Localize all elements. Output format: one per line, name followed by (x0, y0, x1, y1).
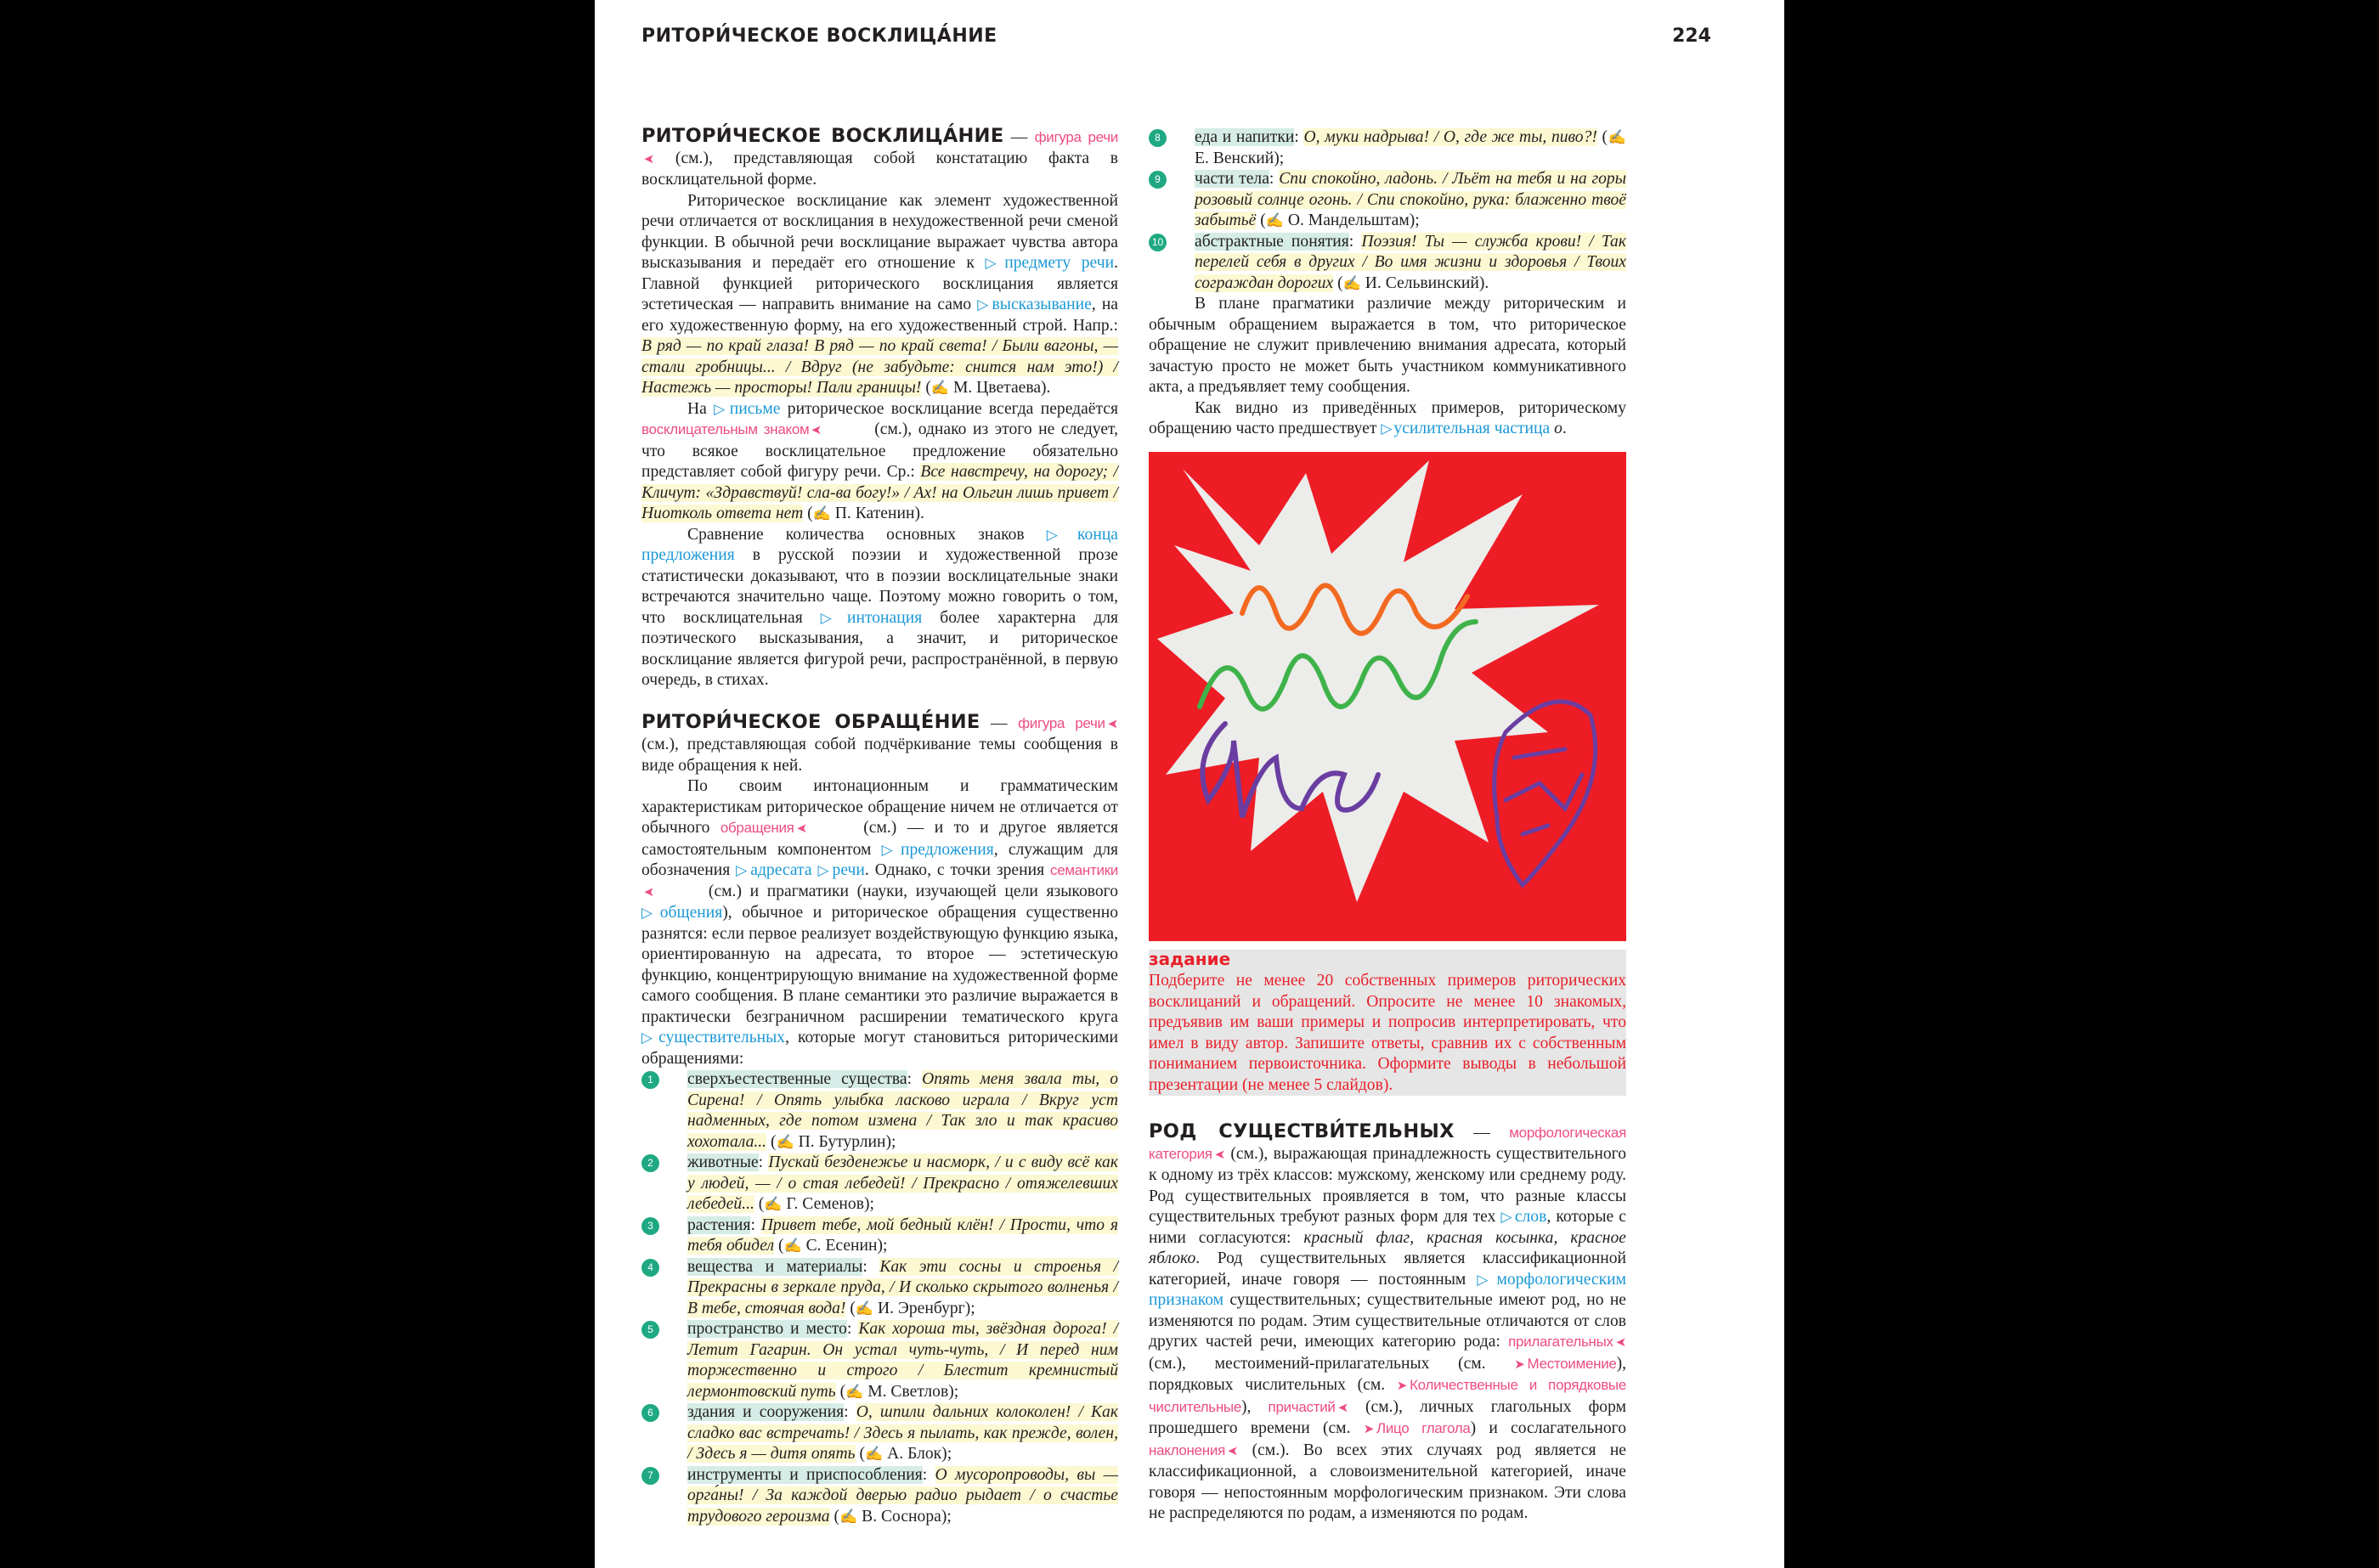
category-label: сверхъестественные существа (687, 1070, 907, 1088)
running-header: РИТОРИ́ЧЕСКОЕ ВОСКЛИЦА́НИЕ (641, 25, 997, 47)
punctuation: ); (964, 1299, 975, 1317)
italic-example: красный флаг, красная косынка, красное яблоко (1149, 1228, 1626, 1267)
cross-reference-label: речи (832, 861, 865, 879)
example-item: 1 сверхъестественные существа: Опять меня звала ты, о Сирена! / Опять улыбка ласково играла / Вкруг уст надменных, где потом измена / Так зло и так красиво хохотала... (✍ П. Бутурлин); (641, 1069, 1118, 1153)
cross-reference-link[interactable] (882, 841, 994, 859)
arrow-left-icon: ➤ (1214, 1147, 1225, 1162)
example-item: 9 части тела: Спи спокойно, ладонь. / Льёт на тебя и на горы розовый солнце огонь. / Спи спокойно, рука: блаженно твоё забытьё (✍ О. Мандельштам); (1149, 169, 1626, 232)
triangle-right-icon: ▷ (1381, 420, 1393, 437)
text-run: ( (803, 505, 813, 522)
number-badge: 8 (1149, 129, 1167, 147)
term-label: морфологическая категория (1149, 1125, 1626, 1162)
cross-reference-link[interactable] (985, 254, 1114, 272)
author-name: М. Цветаева (952, 379, 1042, 397)
quotation: Пускай безденежье и насморк, / и с виду всё как у людей, — / о стая лебедей! / Прекрасно / отяжелевших лебедей... (687, 1153, 1118, 1213)
quotation: О, шпили дальних колоколен! / Как сладко вас встречать! / Здесь я пылать, как прежде, волен, / Здесь я — дитя опять (687, 1403, 1119, 1463)
arrow-right-icon: ➤ (1363, 1422, 1374, 1436)
cross-reference-link[interactable] (817, 861, 864, 879)
number-badge: 4 (641, 1259, 659, 1277)
number-badge: 7 (641, 1467, 659, 1485)
category-label: пространство и место (687, 1320, 847, 1338)
pen-icon: ✍ (839, 1508, 858, 1525)
number-badge: 2 (641, 1154, 659, 1172)
triangle-right-icon: ▷ (641, 905, 658, 921)
cross-reference-label: общения (659, 904, 723, 922)
term-link[interactable] (1508, 1334, 1626, 1350)
headword: РИТОРИ́ЧЕСКОЕ ОБРАЩЕ́НИЕ (641, 710, 980, 733)
arrow-left-icon: ➤ (644, 151, 655, 166)
paragraph (641, 191, 1118, 399)
cross-reference-label: предложения (900, 840, 994, 859)
paragraph (641, 776, 1118, 1069)
entry-body (1149, 1121, 1626, 1525)
category-label: еда и напитки (1195, 128, 1295, 146)
triangle-right-icon: ▷ (820, 609, 845, 626)
example-item: 7 инструменты и приспособления: О мусоропроводы, вы — орга́ны! / За каждой дверью радио рыдает / о счастье трудового героизма (✍ В. Соснора); (641, 1465, 1118, 1528)
triangle-right-icon: ▷ (1477, 1271, 1495, 1288)
text-run: (см.) и прагматики (науки, изучающей цели языкового (700, 882, 1118, 900)
author-name: Е. Венский (1195, 149, 1274, 167)
task-text: Подберите не менее 20 собственных примеров риторических восклицаний и обращений. Опросите не менее 10 знакомых, предъявив им ваши примеры и попросив интерпретировать, что имел в виду автор. Запишите ответы, сравнив их с собственным пониманием первоисточника. Оформите выводы в небольшой презентации (не менее 5 слайдов). (1149, 971, 1626, 1096)
term-label: прилагательных (1508, 1334, 1613, 1350)
text-run: (см.), представляющая собой констатацию факта в восклицательной форме. (641, 149, 1118, 189)
number-badge: 6 (641, 1404, 659, 1422)
cross-reference-link[interactable] (736, 861, 811, 879)
right-column (1149, 127, 1626, 1545)
author-name: П. Бутурлин (798, 1132, 886, 1151)
example-item: 5 пространство и место: Как хороша ты, звёздная дорога! / Летит Гагарин. Он устал чуть-чуть, / И перед ним торжественно и строго / Блестит кремнистый лермонтовский путь (✍ М. Светлов); (641, 1319, 1118, 1402)
term-link[interactable] (1149, 1442, 1238, 1458)
author-name: С. Есенин (805, 1237, 878, 1255)
text-run: Сравнение количества основных знаков (687, 525, 1047, 544)
author-name: М. Светлов (867, 1382, 949, 1401)
punctuation: ). (1478, 274, 1489, 292)
italic-example: о (1554, 420, 1562, 437)
headword: РОД СУЩЕСТВИ́ТЕЛЬНЫХ (1149, 1120, 1455, 1142)
number-badge: 10 (1149, 234, 1167, 251)
entry-noun-gender (1149, 1121, 1626, 1525)
text-run: (см.), однако из этого не следует, что всякое восклицательное предложение обязательно представляет собой фигуру речи. Ср.: (641, 420, 1119, 481)
number-badge: 3 (641, 1217, 659, 1235)
pen-icon: ✍ (783, 1238, 802, 1254)
term-label: фигура речи (1034, 129, 1118, 145)
entry-body (641, 712, 1118, 1070)
paragraph (1149, 294, 1626, 398)
quotation: Привет тебе, мой бедный клён! / Прости, что я тебя обидел (687, 1215, 1118, 1255)
category-label: растения (687, 1215, 751, 1234)
quotation: Спи спокойно, ладонь. / Льёт на тебя и на горы розовый солнце огонь. / Спи спокойно, рука: блаженно твоё забытьё (1195, 170, 1627, 229)
cross-reference-link[interactable] (977, 296, 1092, 313)
text-run: ), порядковых числительных (см. (1149, 1354, 1626, 1394)
arrow-right-icon: ➤ (1396, 1379, 1408, 1393)
definition (641, 712, 1118, 777)
punctuation: ); (948, 1382, 959, 1401)
author-name: И. Эренбург (877, 1299, 965, 1317)
quotation: О мусоропроводы, вы — орга́ны! / За каждой дверью радио рыдает / о счастье трудового героизма (687, 1465, 1118, 1526)
arrow-right-icon: ➤ (1514, 1356, 1525, 1372)
entry-continuation (1149, 294, 1626, 440)
entry-rhetorical-exclamation (641, 126, 1118, 691)
text-run: ), (1241, 1397, 1269, 1416)
quotation: Как эти сосны и строенья / Прекрасны в зеркале пруда, / И сколько скрытого волненья / В тебе, стоячая вода! (687, 1257, 1119, 1317)
pen-icon: ✍ (1608, 129, 1626, 145)
cross-reference-label: существительных (658, 1029, 786, 1046)
see-also-link[interactable] (1514, 1356, 1616, 1372)
task-box (1149, 950, 1626, 1097)
example-item: 6 здания и сооружения: О, шпили дальних колоколен! / Как сладко вас встречать! / Здесь я пылать, как прежде, волен, / Здесь я — дитя опять (✍ А. Блок); (641, 1402, 1118, 1465)
punctuation: ); (877, 1237, 888, 1255)
arrow-left-icon: ➤ (796, 821, 807, 836)
paragraph (641, 399, 1118, 525)
see-also-label: Количественные и порядковые числительные (1149, 1377, 1627, 1415)
triangle-right-icon: ▷ (714, 400, 728, 417)
arrow-left-icon: ➤ (1227, 1443, 1239, 1458)
quotation: Опять меня звала ты, о Сирена! / Опять улыбка ласково играла / Вкруг уст надменных, где потом измена / Так зло и так красиво хохотала... (687, 1070, 1119, 1151)
cross-reference-link[interactable] (641, 904, 722, 922)
category-label: части тела (1195, 170, 1269, 188)
number-badge: 1 (641, 1071, 659, 1089)
text-run: (см.), выражающая принадлежность существительного к одному из трёх классов: мужскому, женскому или среднему роду. Род существительных проявляется в том, что разные классы существительных требуют разных форм для тех (1149, 1144, 1626, 1226)
see-also-link[interactable] (1364, 1420, 1471, 1436)
triangle-right-icon: ▷ (641, 1029, 658, 1046)
text-run: — (1454, 1124, 1510, 1142)
text-run: ). (1041, 379, 1051, 397)
number-badge: 9 (1149, 171, 1167, 189)
triangle-right-icon: ▷ (1500, 1209, 1513, 1225)
left-column (641, 126, 1118, 1548)
cross-reference-label: морфологическим признаком (1149, 1270, 1626, 1309)
text-run: (см.), представляющая собой подчёркивание темы сообщения в виде обращения к ней. (641, 736, 1118, 775)
author-name: И. Сельвинский (1365, 274, 1479, 292)
page-number: 224 (1672, 25, 1711, 47)
example-item: 10 абстрактные понятия: Поэзия! Ты — служба крови! / Так перелей себя в других / Во имя жизни и здоровья / Твоих сограждан дорогих (✍ И. Сельвинский). (1149, 232, 1626, 295)
book-page (595, 0, 1784, 1568)
example-item: 2 животные: Пускай безденежье и насморк, / и с виду всё как у людей, — / о стая лебедей! / Прекрасно / отяжелевших лебедей... (✍ Г. Семенов); (641, 1153, 1118, 1215)
text-run: Как видно из приведённых примеров, риторическому обращению часто предшествует (1149, 398, 1626, 437)
term-label: наклонения (1149, 1441, 1225, 1458)
text-run: (см.), личных глагольных форм прошедшего времени (см. (1149, 1397, 1626, 1437)
triangle-right-icon: ▷ (985, 255, 1003, 271)
cross-reference-link[interactable] (1381, 420, 1550, 437)
example-item: 3 растения: Привет тебе, мой бедный клён! / Прости, что я тебя обидел (✍ С. Есенин); (641, 1215, 1118, 1257)
author-name: П. Катенин (834, 505, 915, 522)
pen-icon: ✍ (1265, 212, 1284, 228)
text-run: более характерна для поэтического высказывания, а значит, и риторическое восклицание является фигурой речи, распространённой, в первую очередь, в стихах. (641, 608, 1118, 689)
quotation: О, муки надрыва! / О, где же ты, пиво?! (1303, 128, 1597, 146)
text-run: На (687, 399, 715, 418)
text-run: в русской поэзии и художественной прозе статистически доказывают, что в поэзии восклицательные знаки встречаются значительно чаще. Поэтому можно говорить о том, что восклицательная (641, 546, 1118, 627)
term-link[interactable] (1269, 1399, 1348, 1415)
text-run: ( (921, 379, 931, 397)
pen-icon: ✍ (764, 1196, 783, 1212)
term-label: фигура речи (1018, 714, 1105, 731)
text-run: ). (914, 505, 924, 522)
text-run: риторическое восклицание всегда передаётся (780, 399, 1119, 418)
term-link[interactable] (1018, 715, 1118, 731)
see-also-label: Местоимение (1527, 1355, 1617, 1372)
triangle-right-icon: ▷ (1046, 526, 1076, 543)
headword: РИТОРИ́ЧЕСКОЕ ВОСКЛИЦА́НИЕ (641, 125, 1004, 147)
cross-reference-label: слов (1514, 1208, 1547, 1226)
punctuation: ); (941, 1507, 952, 1526)
arrow-left-icon: ➤ (1615, 1335, 1626, 1350)
cross-reference-label: предмету речи (1004, 254, 1115, 272)
quotation: Все навстречу, на дорогу; / Кличут: «Здравствуй! сла-ва богу!» / Ах! на Ольгин лишь привет / Ниотколь ответа нет (641, 463, 1118, 522)
text-run: Риторическое восклицание как элемент художественной речи отличается от восклицания в нехудожественной речи сменой функции. В обычной речи восклицание выражает чувства автора высказывания и передаёт его отношение к (641, 191, 1118, 272)
illustration-exclamation-drawing (1149, 452, 1626, 941)
punctuation: ); (863, 1195, 874, 1213)
quotation: В ряд — по край глаза! В ряд — по край света! / Были вагоны, — стали гробницы... / Вдруг (не забудьте: снится нам это!) / Настежь — просторы! Пали границы! (641, 337, 1118, 397)
term-link[interactable] (641, 421, 868, 437)
text-run: (см.). Во всех этих случаях род является не классификационной, а словоизменительной категорией, иначе говоря — непостоянным морфологическим признаком. Эти слова не распределяются по родам, а изменяются по родам. (1149, 1441, 1626, 1522)
text-run: , служащим для обозначения (641, 840, 1118, 879)
text-run: . Однако, с точки зрения (864, 861, 1050, 879)
arrow-left-icon: ➤ (1107, 716, 1118, 731)
punctuation: ); (1409, 212, 1420, 229)
pen-icon: ✍ (776, 1133, 794, 1150)
triangle-right-icon: ▷ (817, 862, 831, 878)
text-run: , на его художественную форму, на его художественный строй. Напр.: (641, 296, 1119, 335)
category-label: животные (687, 1153, 759, 1171)
quotation: Поэзия! Ты — служба крови! / Так перелей себя в других / Во имя жизни и здоровья / Твоих сограждан дорогих (1195, 232, 1627, 292)
see-also-label: Лицо глагола (1376, 1420, 1471, 1436)
category-label: здания и сооружения (687, 1403, 845, 1421)
text-run: существительных; существительные имеют род, но не изменяются по родам. Этим существительные отличаются от слов других частей речи, имеющих категорию рода: (1149, 1291, 1626, 1351)
number-badge: 5 (641, 1321, 659, 1339)
arrow-left-icon: ➤ (644, 884, 655, 900)
example-item: 8 еда и напитки: О, муки надрыва! / О, где же ты, пиво?! (✍ Е. Венский); (1149, 127, 1626, 169)
author-name: А. Блок (887, 1445, 942, 1463)
triangle-right-icon: ▷ (736, 862, 749, 878)
cross-reference-link[interactable] (821, 609, 922, 627)
cross-reference-label: интонация (846, 608, 923, 627)
cross-reference-link[interactable] (714, 400, 780, 418)
text-run: — (1003, 128, 1035, 146)
definition (1149, 1121, 1626, 1525)
cross-reference-label: конца предложения (641, 525, 1119, 564)
triangle-right-icon: ▷ (881, 841, 899, 858)
text-run: (см.), местоимений-прилагательных (см. (1149, 1354, 1515, 1373)
text-run: ), обычное и риторическое обращения существенно разнятся: если первое реализует воздействующую функцию языка, ориентированную на адресата, то второе — эстетическую функцию, концентрирующую внимание на художественной форме самого сообщения. В плане семантики это различие выражается в практически безграничном расширении тематического круга (641, 904, 1118, 1026)
punctuation: ); (1274, 149, 1285, 167)
category-label: вещества и материалы (687, 1257, 863, 1276)
pen-icon: ✍ (865, 1446, 884, 1462)
pen-icon: ✍ (1342, 274, 1361, 291)
pen-icon: ✍ (930, 380, 950, 396)
pen-icon: ✍ (855, 1300, 874, 1317)
pen-icon: ✍ (812, 505, 831, 522)
cross-reference-label: усилительная частица (1393, 420, 1551, 437)
examples-list-continued (1149, 127, 1626, 294)
punctuation: ); (941, 1445, 952, 1463)
pen-icon: ✍ (845, 1383, 864, 1400)
term-label: восклицательным знаком (641, 421, 810, 437)
cross-reference-label: письме (729, 399, 781, 418)
text-run: , которые с ними согласуются: (1149, 1208, 1626, 1247)
text-run: — (980, 713, 1019, 732)
cross-reference-link[interactable] (1501, 1208, 1547, 1226)
cross-reference-label: высказывание (992, 296, 1092, 313)
term-label: причастий (1268, 1398, 1336, 1415)
example-item: 4 вещества и материалы: Как эти сосны и строенья / Прекрасны в зеркале пруда, / И сколько скрытого волненья / В тебе, стоячая вода! (✍ И. Эренбург); (641, 1257, 1118, 1320)
definition (641, 126, 1118, 191)
text-run: , которые могут становиться риторическими обращениями: (641, 1029, 1119, 1068)
paragraph (641, 525, 1118, 691)
triangle-right-icon: ▷ (977, 296, 991, 313)
cross-reference-label: адресата (750, 861, 812, 879)
category-label: инструменты и приспособления (687, 1465, 923, 1484)
text-run: . (1562, 420, 1567, 437)
entry-body (641, 126, 1118, 691)
author-name: Г. Семенов (786, 1195, 864, 1213)
term-label: обращения (720, 820, 794, 836)
text-run: В плане прагматики различие между риторическим и обычным обращением выражается в том, что риторическое обращение не служит привлечению внимания адресата, который зачастую просто не может быть участником коммуникативного акта, а предъявляет тему сообщения. (1149, 295, 1626, 396)
author-name: О. Мандельштам (1287, 212, 1410, 229)
text-run: ) и сослагательного (1470, 1419, 1627, 1437)
paragraph (1149, 398, 1626, 440)
category-label: абстрактные понятия (1195, 232, 1349, 251)
examples-list (641, 1069, 1118, 1527)
task-title: задание (1149, 950, 1235, 968)
text-run: . Род существительных является классификационной категорией, иначе говоря — постоянным (1149, 1249, 1626, 1289)
punctuation: ); (885, 1132, 896, 1151)
quotation: Как хороша ты, звёздная дорога! / Летит Гагарин. Он устал чуть-чуть, / И перед ним торжественно и строго / Блестит кремнистый лермонтовский путь (687, 1320, 1119, 1401)
cross-reference-link[interactable] (641, 1029, 785, 1046)
term-link[interactable] (720, 820, 853, 836)
term-label: семантики (1050, 862, 1119, 878)
entry-rhetorical-address (641, 712, 1118, 1528)
arrow-left-icon: ➤ (811, 423, 822, 437)
text-run: По своим интонационным и грамматическим характеристикам риторическое обращение ничем не отличается от обычного (641, 777, 1118, 837)
author-name: В. Соснора (862, 1507, 941, 1526)
text-run: (см.) — и то и другое является самостоятельным компонентом (641, 819, 1119, 859)
text-run: . Главной функцией риторического восклицания является эстетическая — направить внимание на само (641, 254, 1118, 313)
arrow-left-icon: ➤ (1337, 1400, 1348, 1415)
